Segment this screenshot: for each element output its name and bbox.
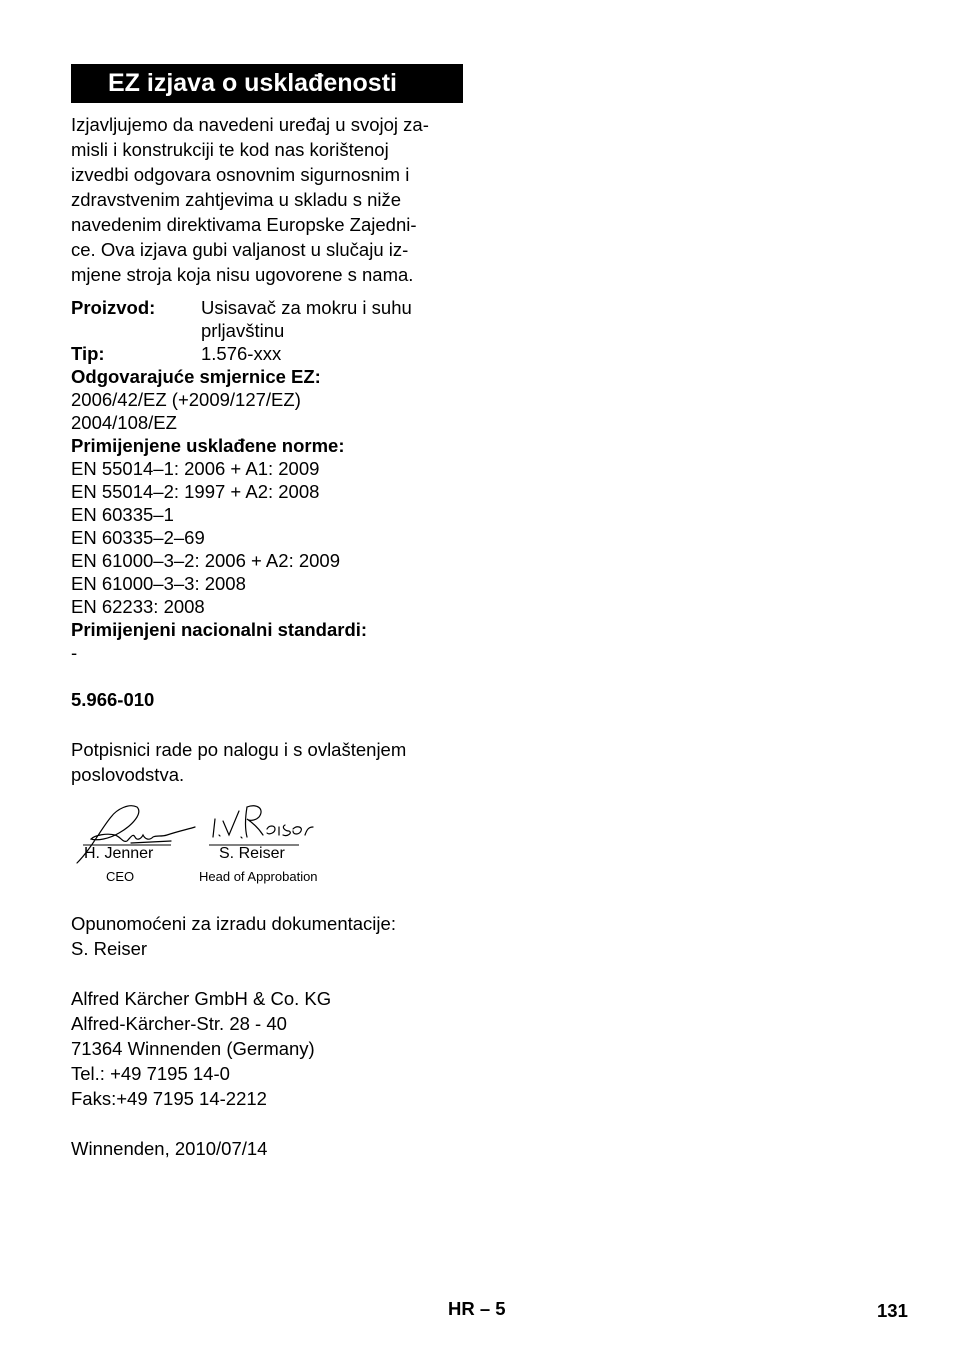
norm-item: EN 60335–2–69 <box>71 527 205 548</box>
national-value: - <box>71 642 78 663</box>
intro-line: zdravstvenim zahtjevima u skladu s niže <box>71 189 402 210</box>
intro-line: izvedbi odgovara osnovnim sigurnosnim i <box>71 164 410 185</box>
signatory-role: Head of Approbation <box>199 869 318 884</box>
product-value-line: prljavštinu <box>201 320 285 341</box>
signature-reiser <box>213 806 313 838</box>
norm-item: EN 62233: 2008 <box>71 596 205 617</box>
product-row <box>71 296 463 342</box>
address-line: Faks:+49 7195 14-2212 <box>71 1088 267 1109</box>
signatory-role: CEO <box>106 869 135 884</box>
type-row <box>71 342 463 365</box>
type-label: Tip: <box>71 343 105 364</box>
footer-page-number: 131 <box>877 1300 908 1321</box>
authorized-line: Opunomoćeni za izradu dokumentacije: <box>71 913 396 934</box>
norm-item: EN 61000–3–2: 2006 + A2: 2009 <box>71 550 340 571</box>
address-block <box>71 986 463 1111</box>
product-label: Proizvod: <box>71 297 156 318</box>
footer-section-code: HR – 5 <box>448 1298 506 1319</box>
part-number: 5.966-010 <box>71 689 155 710</box>
signatories-note <box>71 737 463 787</box>
address-line: 71364 Winnenden (Germany) <box>71 1038 315 1059</box>
product-value <box>201 296 463 342</box>
page-title: EZ izjava o usklađenosti <box>71 64 463 103</box>
national-heading: Primijenjeni nacionalni standardi: <box>71 619 368 640</box>
norm-item: EN 55014–2: 1997 + A2: 2008 <box>71 481 320 502</box>
type-value: 1.576-xxx <box>201 343 282 364</box>
declaration-column <box>71 64 463 1161</box>
signatory-name: H. Jenner <box>84 845 154 862</box>
signatories-note-line: poslovodstva. <box>71 764 185 785</box>
directive-item: 2006/42/EZ (+2009/127/EZ) <box>71 389 301 410</box>
authorized-line: S. Reiser <box>71 938 148 959</box>
norms-heading: Primijenjene usklađene norme: <box>71 435 345 456</box>
directives-heading: Odgovarajuće smjernice EZ: <box>71 366 321 387</box>
signature-block <box>71 799 463 899</box>
signatories-note-line: Potpisnici rade po nalogu i s ovlaštenjem <box>71 739 407 760</box>
norm-item: EN 60335–1 <box>71 504 174 525</box>
address-line: Tel.: +49 7195 14-0 <box>71 1063 230 1084</box>
intro-line: ce. Ova izjava gubi valjanost u slučaju iz- <box>71 239 409 260</box>
intro-line: mjene stroja koja nisu ugovorene s nama. <box>71 264 414 285</box>
directive-item: 2004/108/EZ <box>71 412 177 433</box>
intro-line: misli i konstrukciji te kod nas korištenoj <box>71 139 389 160</box>
intro-line: Izjavljujemo da navedeni uređaj u svojoj za- <box>71 114 429 135</box>
product-value-line: Usisavač za mokru i suhu <box>201 297 412 318</box>
spec-block <box>71 296 463 664</box>
intro-paragraph <box>71 112 463 287</box>
intro-line: navedenim direktivama Europske Zajedni- <box>71 214 417 235</box>
place-date <box>71 1136 463 1161</box>
signatory-name: S. Reiser <box>219 845 285 862</box>
norm-item: EN 55014–1: 2006 + A1: 2009 <box>71 458 320 479</box>
norm-item: EN 61000–3–3: 2008 <box>71 573 246 594</box>
authorized-block <box>71 911 463 961</box>
address-line: Alfred-Kärcher-Str. 28 - 40 <box>71 1013 287 1034</box>
address-line: Alfred Kärcher GmbH & Co. KG <box>71 988 332 1009</box>
place-date-line: Winnenden, 2010/07/14 <box>71 1138 268 1159</box>
